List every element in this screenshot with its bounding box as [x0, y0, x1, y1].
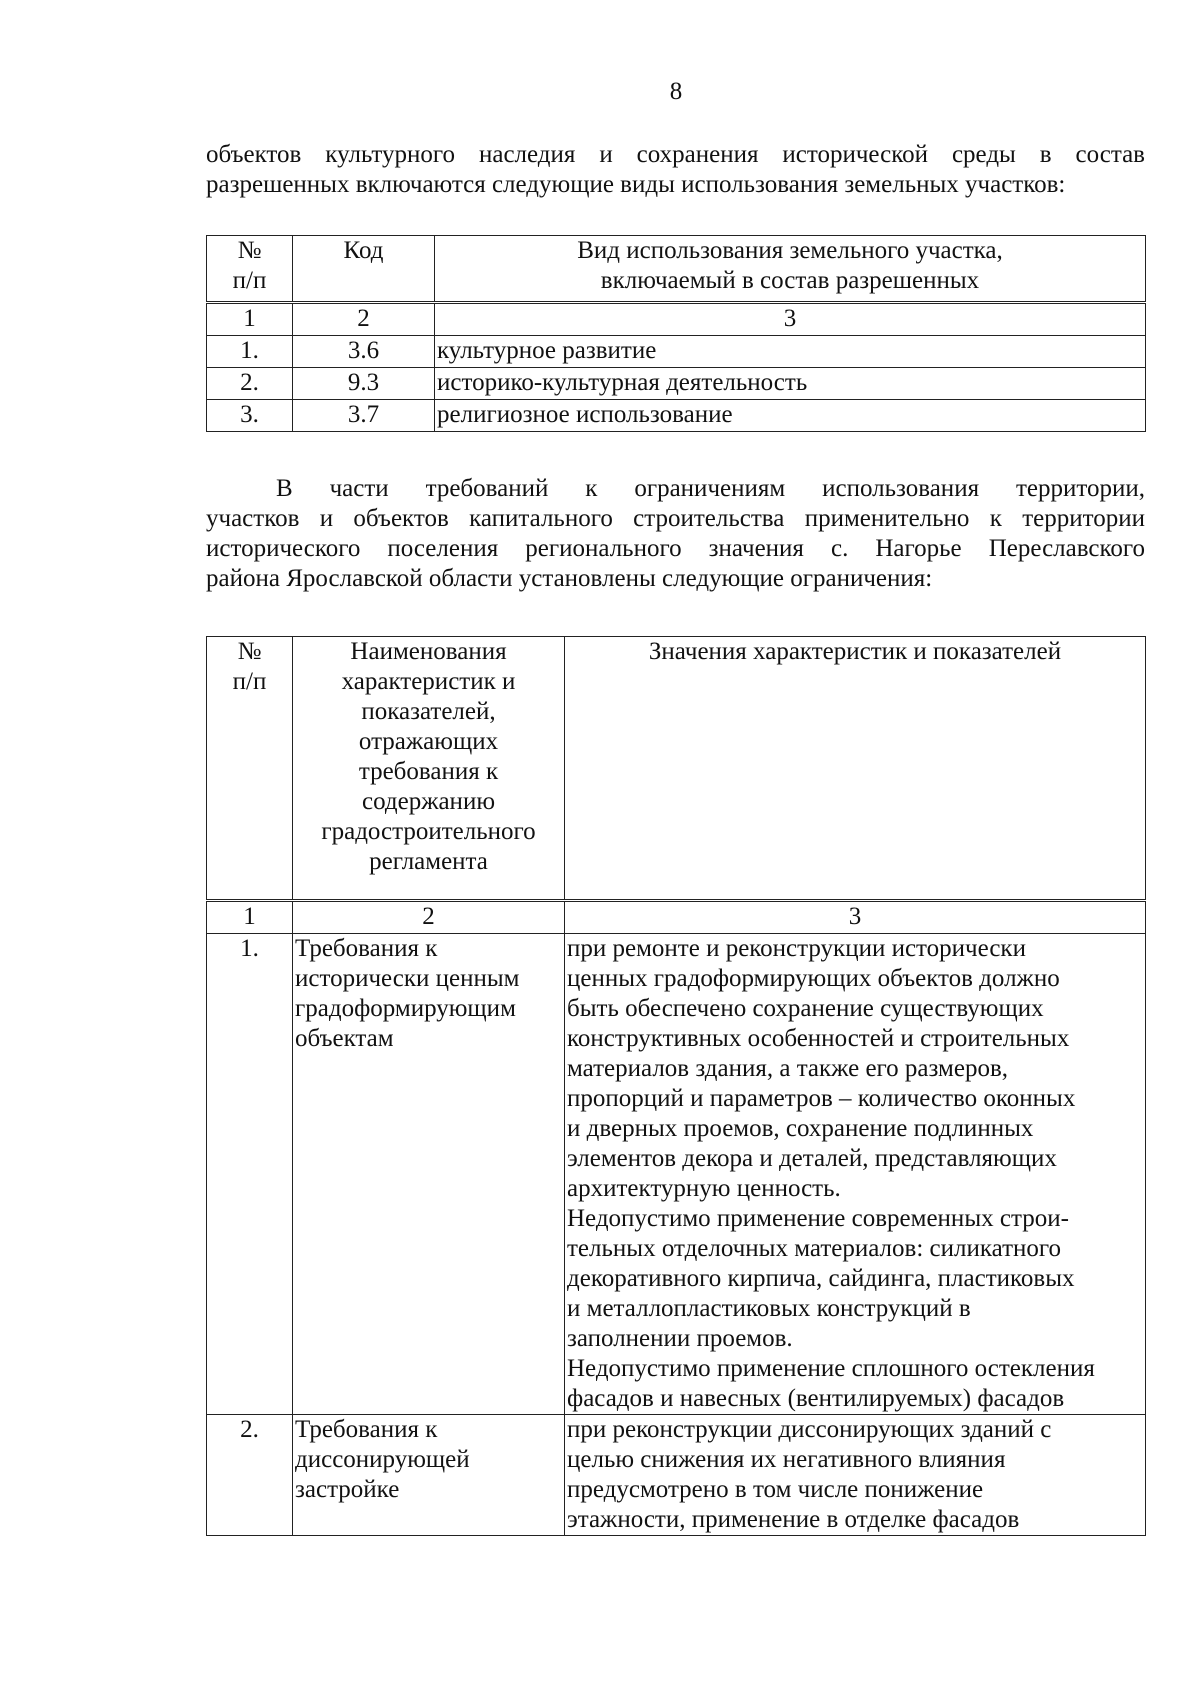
header-characteristic-value: Значения характеристик и показателей: [565, 637, 1146, 901]
header-number: № п/п: [207, 236, 293, 303]
header-number: № п/п: [207, 637, 293, 901]
row-number: 1.: [207, 934, 293, 1415]
intro-line-1: объектов культурного наследия и сохранения исторической среды в состав: [206, 141, 1145, 168]
row-number: 3.: [207, 400, 293, 432]
header-use-type: Вид использования земельного участка, включаемый в состав разрешенных: [435, 236, 1146, 303]
row-code: 3.6: [293, 336, 435, 368]
paragraph-line: участков и объектов капитального строительства применительно к территории: [206, 505, 1145, 532]
column-number: 1: [207, 901, 293, 934]
column-number-row: [207, 303, 1146, 336]
page-number: 8: [669, 78, 683, 105]
table-row: [207, 400, 1146, 432]
column-number: 3: [435, 303, 1146, 336]
land-use-table: [206, 235, 1146, 432]
row-number: 2.: [207, 1415, 293, 1536]
column-number: 3: [565, 901, 1146, 934]
table-row: [207, 1415, 1146, 1536]
column-number: 2: [293, 303, 435, 336]
intro-paragraph: [206, 140, 1145, 200]
table-row: [207, 368, 1146, 400]
intro-line-2: разрешенных включаются следующие виды использования земельных участков:: [206, 171, 1066, 198]
header-code: Код: [293, 236, 435, 303]
restrictions-paragraph: [206, 474, 1145, 594]
table-row: [207, 934, 1146, 1415]
table-header-row: [207, 236, 1146, 303]
table-row: [207, 336, 1146, 368]
row-use: религиозное использование: [435, 400, 1146, 432]
row-number: 1.: [207, 336, 293, 368]
restrictions-table: [206, 636, 1146, 1536]
column-number: 1: [207, 303, 293, 336]
row-use: историко-культурная деятельность: [435, 368, 1146, 400]
row-value: при реконструкции диссонирующих зданий с целью снижения их негативного влияния предусмотрено в том числе понижение этажности, применение в отделке фасадов: [565, 1415, 1146, 1536]
header-characteristic-name: Наименования характеристик и показателей, отражающих требования к содержанию градостроительного регламента: [293, 637, 565, 901]
row-number: 2.: [207, 368, 293, 400]
row-name: Требования к исторически ценным градоформирующим объектам: [293, 934, 565, 1415]
row-use: культурное развитие: [435, 336, 1146, 368]
column-number-row: [207, 901, 1146, 934]
paragraph-line: исторического поселения регионального значения с. Нагорье Переславского: [206, 535, 1145, 562]
column-number: 2: [293, 901, 565, 934]
paragraph-line: В части требований к ограничениям использования территории,: [276, 475, 1145, 502]
row-code: 9.3: [293, 368, 435, 400]
table-header-row: [207, 637, 1146, 901]
row-name: Требования к диссонирующей застройке: [293, 1415, 565, 1536]
paragraph-line: района Ярославской области установлены следующие ограничения:: [206, 565, 933, 592]
row-code: 3.7: [293, 400, 435, 432]
row-value: при ремонте и реконструкции исторически ценных градоформирующих объектов должно быть обеспечено сохранение существующих конструктивных особенностей и строительных материалов здания, а также его размеров, пропорций и параметров – количество оконных и дверных проемов, сохранение подлинных элементов декора и деталей, представляющих архитектурную ценность. Недопустимо применение современных строи- тельных отделочных материалов: силикатного декоративного кирпича, сайдинга, пластиковых и металлопластиковых конструкций в заполнении проемов. Недопустимо применение сплошного остекления фасадов и навесных (вентилируемых) фасадов: [565, 934, 1146, 1415]
